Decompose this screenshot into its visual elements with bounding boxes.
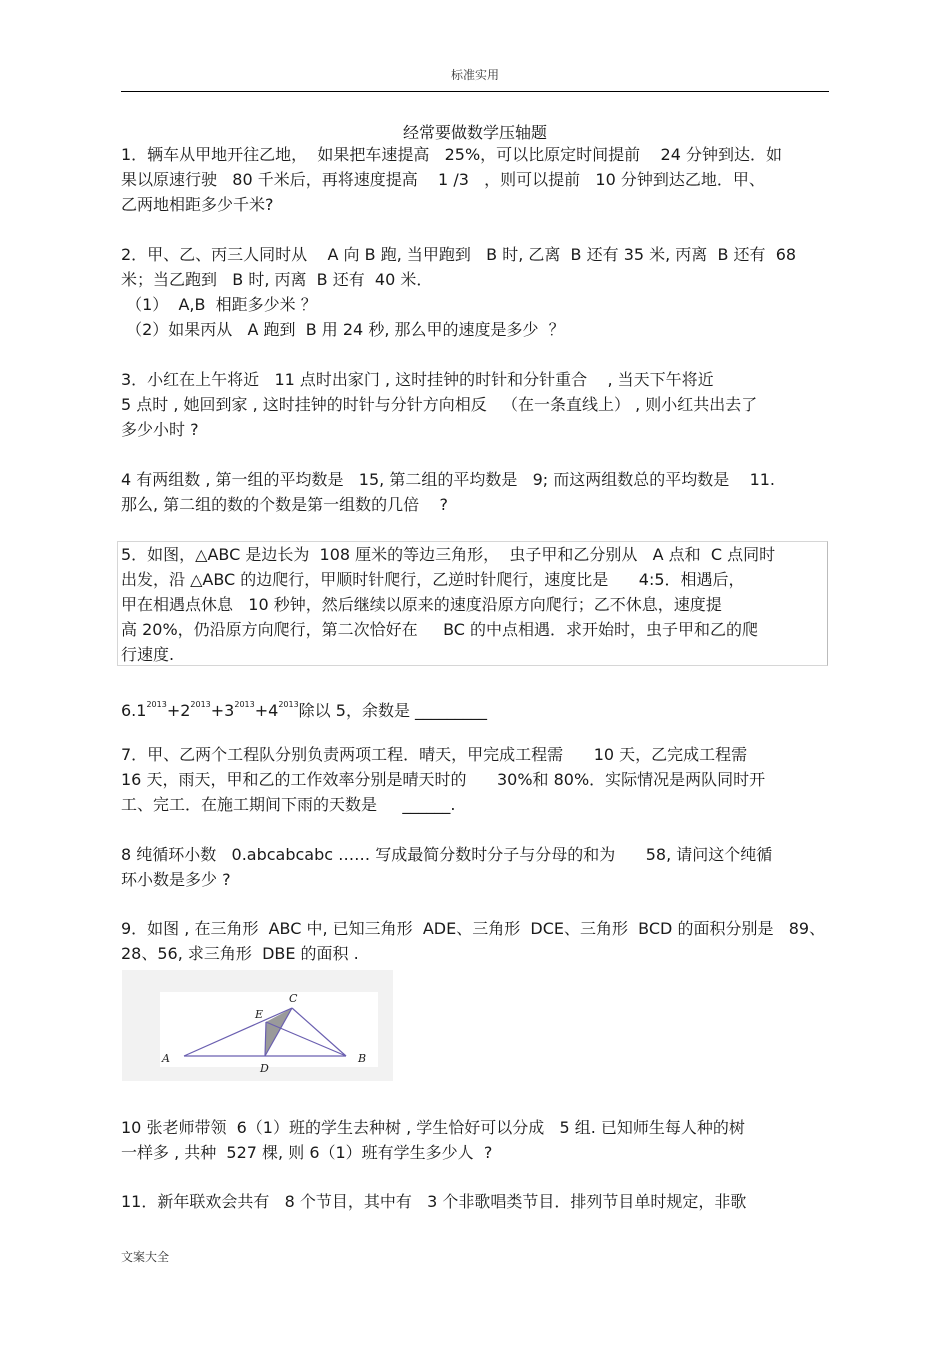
triangle-diagram	[122, 970, 393, 1081]
question-11-line: 11．新年联欢会共有 8 个节目，其中有 3 个非歌唱类节目．排列节目单时规定，非歌	[121, 1192, 747, 1211]
question-9	[121, 916, 833, 966]
question-9-line: 9．如图 , 在三角形 ABC 中, 已知三角形 ADE、三角形 DCE、三角形 BCD 的面积分别是 89、	[121, 919, 826, 938]
question-5-line: 出发，沿 △ABC 的边爬行，甲顺时针爬行，乙逆时针爬行，速度比是 4:5．相遇后，	[121, 570, 745, 589]
question-3	[121, 367, 833, 442]
question-2-line: （2）如果丙从 A 跑到 B 用 24 秒, 那么甲的速度是多少 ？	[121, 320, 565, 339]
question-3-line: 多少小时 ?	[121, 420, 199, 439]
label-c: C	[289, 992, 298, 1005]
question-6-expression	[121, 692, 833, 720]
question-8-line: 环小数是多少 ?	[121, 870, 231, 889]
question-4-line: 那么, 第二组的数的个数是第一组数的几倍 ?	[121, 495, 449, 514]
exponent: 2013	[146, 700, 167, 709]
question-6	[121, 692, 833, 720]
triangle-figure	[122, 970, 393, 1081]
question-7-line: 7．甲、乙两个工程队分别负责两项工程．晴天，甲完成工程需 10 天，乙完成工程需	[121, 745, 748, 764]
question-10	[121, 1115, 833, 1165]
side-cb	[292, 1008, 346, 1056]
question-5-line: 高 20%，仍沿原方向爬行，第二次恰好在 BC 的中点相遇．求开始时，虫子甲和乙的爬	[121, 620, 759, 639]
question-5-line: 甲在相遇点休息 10 秒钟，然后继续以原来的速度沿原方向爬行；乙不休息，速度提	[121, 595, 722, 614]
question-1-line: 果以原速行驶 80 千米后，再将速度提高 1 /3 ，则可以提前 10 分钟到达乙地．甲、	[121, 170, 765, 189]
q6-prefix: 6.1	[121, 701, 147, 720]
page-footer: 文案大全	[121, 1250, 170, 1264]
question-5-line: 5．如图，△ABC 是边长为 108 厘米的等边三角形， 虫子甲和乙分别从 A 点和 C 点同时	[121, 545, 776, 564]
question-2-line: 米；当乙跑到 B 时, 丙离 B 还有 40 米．	[121, 270, 433, 289]
q6-suffix: 除以 5，余数是 _________	[298, 701, 488, 720]
question-4-line: 4 有两组数 , 第一组的平均数是 15, 第二组的平均数是 9; 而这两组数总的平均数是 11.	[121, 470, 776, 489]
question-2-line: （1） A,B 相距多少米 ？	[121, 295, 317, 314]
question-3-line: 5 点时 , 她回到家 , 这时挂钟的时针与分针方向相反 （在一条直线上） , 则小红共出去了	[121, 395, 758, 414]
question-2-line: 2．甲、乙、丙三人同时从 A 向 B 跑, 当甲跑到 B 时, 乙离 B 还有 35 米, 丙离 B 还有 68	[121, 245, 797, 264]
question-9-line: 28、56, 求三角形 DBE 的面积 .	[121, 944, 359, 963]
header-rule	[121, 91, 829, 92]
question-10-line: 10 张老师带领 6（1）班的学生去种树 , 学生恰好可以分成 5 组. 已知师生每人种的树	[121, 1118, 745, 1137]
q6-term: +2	[166, 701, 191, 720]
question-1-line: 1．辆车从甲地开往乙地， 如果把车速提高 25%，可以比原定时间提前 24 分钟到达．如	[121, 145, 782, 164]
question-5-line: 行速度.	[121, 645, 175, 664]
question-7-line: 工、完工．在施工期间下雨的天数是 ______.	[121, 795, 456, 814]
document-title: 经常要做数学压轴题	[402, 123, 547, 142]
question-5	[121, 542, 833, 667]
label-d: D	[260, 1062, 269, 1075]
question-4	[121, 467, 833, 517]
exponent: 2013	[278, 700, 299, 709]
question-1-line: 乙两地相距多少千米?	[121, 195, 274, 214]
question-3-line: 3．小红在上午将近 11 点时出家门 , 这时挂钟的时针和分针重合 , 当天下午将近	[121, 370, 714, 389]
question-7-line: 16 天，雨天，甲和乙的工作效率分别是晴天时的 30%和 80%．实际情况是两队同时开	[121, 770, 766, 789]
question-11	[121, 1189, 833, 1214]
segment-eb	[266, 1022, 346, 1056]
question-10-line: 一样多 , 共种 527 棵, 则 6（1）班有学生多少人 ?	[121, 1143, 493, 1162]
exponent: 2013	[234, 700, 255, 709]
label-b: B	[358, 1052, 367, 1065]
label-a: A	[162, 1052, 170, 1065]
page-header: 标准实用	[450, 68, 499, 82]
question-8-line: 8 纯循环小数 0.abcabcabc …… 写成最简分数时分子与分母的和为 58, 请问这个纯循	[121, 845, 773, 864]
question-7	[121, 742, 833, 817]
question-2	[121, 242, 833, 342]
q6-term: +3	[210, 701, 235, 720]
question-8	[121, 842, 833, 892]
q6-term: +4	[254, 701, 279, 720]
exponent: 2013	[190, 700, 211, 709]
question-1	[121, 142, 833, 217]
label-e: E	[255, 1008, 264, 1021]
